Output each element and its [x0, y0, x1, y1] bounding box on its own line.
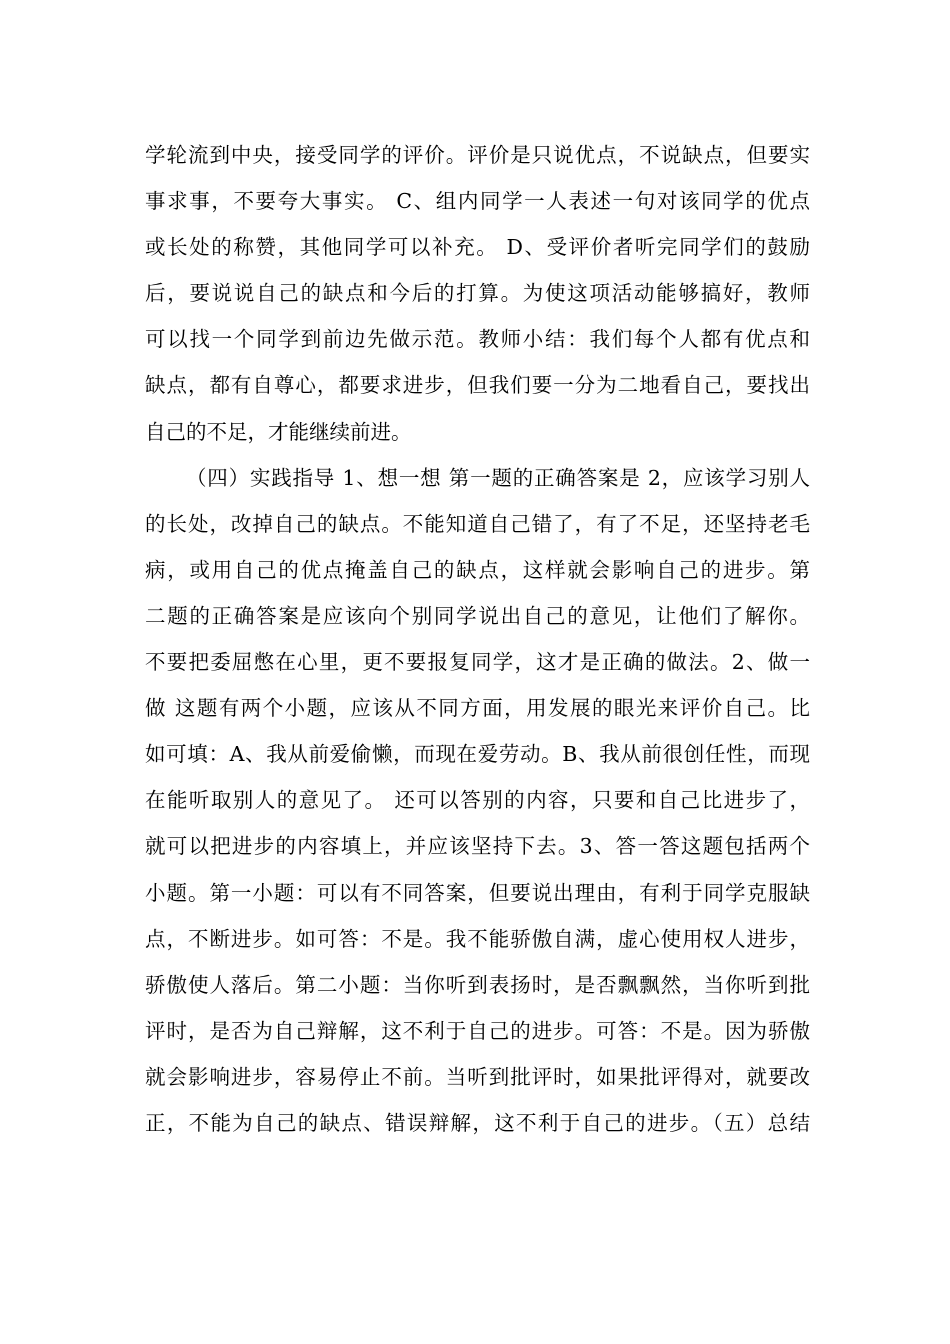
text-line: 正，不能为自己的缺点、错误辩解，这不利于自己的进步。（五）总结 — [145, 1110, 810, 1135]
text-line: 如可填：A、我从前爱偷懒，而现在爱劳动。B、我从前很创任性，而现 — [145, 742, 810, 767]
body-text — [145, 132, 810, 1146]
text-line: （四）实践指导 1、想一想 第一题的正确答案是 2，应该学习别人 — [186, 465, 810, 490]
text-line: 点，不断进步。如可答：不是。我不能骄傲自满，虚心使用权人进步， — [145, 926, 810, 951]
text-line: 自己的不足，才能继续前进。 — [145, 419, 412, 444]
text-line: 做 这题有两个小题，应该从不同方面，用发展的眼光来评价自己。比 — [145, 696, 810, 721]
text-line: 学轮流到中央，接受同学的评价。评价是只说优点，不说缺点，但要实 — [145, 143, 810, 167]
text-line: 事求事，不要夸大事实。 C、组内同学一人表述一句对该同学的优点 — [145, 189, 810, 214]
text-line: 骄傲使人落后。第二小题：当你听到表扬时，是否飘飘然，当你听到批 — [145, 972, 810, 997]
text-line: 后，要说说自己的缺点和今后的打算。为使这项活动能够搞好，教师 — [145, 281, 810, 306]
paragraph-practice-guidance — [145, 455, 810, 1146]
paragraph-evaluation-activity — [145, 132, 810, 455]
text-line: 评时，是否为自己辩解，这不利于自己的进步。可答：不是。因为骄傲 — [145, 1018, 810, 1043]
text-line: 就会影响进步，容易停止不前。当听到批评时，如果批评得对，就要改 — [145, 1064, 810, 1089]
text-line: 的长处，改掉自己的缺点。不能知道自己错了，有了不足，还坚持老毛 — [145, 511, 810, 536]
text-line: 可以找一个同学到前边先做示范。教师小结：我们每个人都有优点和 — [145, 327, 810, 352]
text-line: 病，或用自己的优点掩盖自己的缺点，这样就会影响自己的进步。第 — [145, 557, 810, 582]
text-line: 不要把委屈憋在心里，更不要报复同学，这才是正确的做法。2、做一 — [145, 650, 810, 675]
text-line: 二题的正确答案是应该向个别同学说出自己的意见，让他们了解你。 — [145, 603, 810, 628]
text-line: 小题。第一小题：可以有不同答案，但要说出理由，有利于同学克服缺 — [145, 880, 810, 905]
text-line: 缺点，都有自尊心，都要求进步，但我们要一分为二地看自己，要找出 — [145, 373, 810, 398]
text-line: 或长处的称赞，其他同学可以补充。 D、受评价者听完同学们的鼓励 — [145, 235, 810, 260]
text-line: 就可以把进步的内容填上，并应该坚持下去。3、答一答这题包括两个 — [145, 834, 810, 859]
text-line: 在能听取别人的意见了。 还可以答别的内容，只要和自己比进步了， — [145, 788, 810, 813]
